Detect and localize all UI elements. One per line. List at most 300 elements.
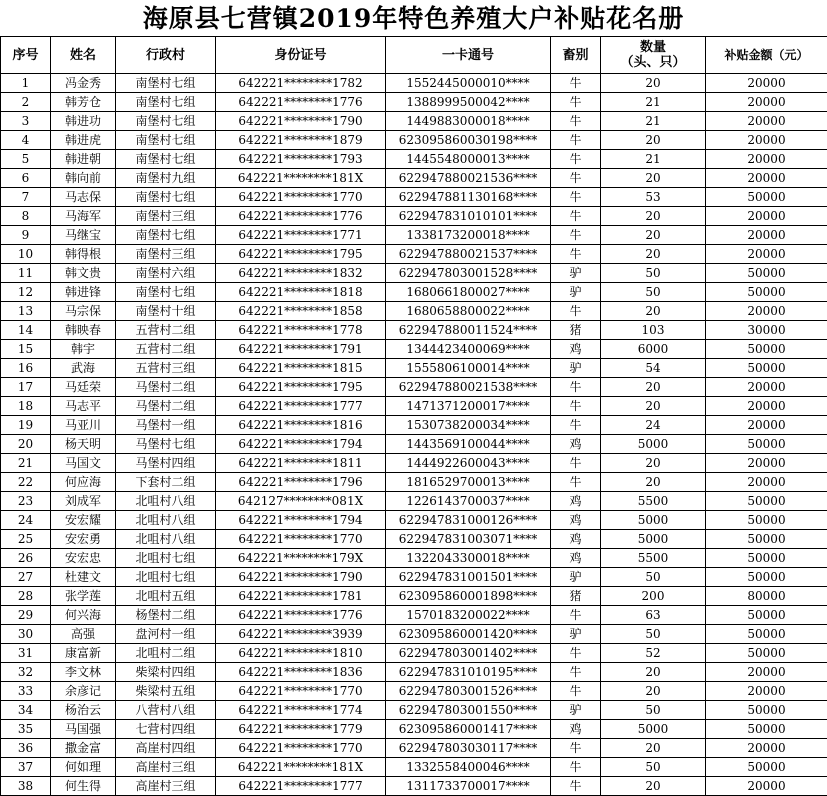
cell-card-number: 623095860001417**** <box>386 720 551 739</box>
cell-name: 韩向前 <box>51 169 116 188</box>
cell-name: 刘成军 <box>51 492 116 511</box>
cell-subsidy-amount: 20000 <box>706 169 827 188</box>
cell-name: 韩进功 <box>51 112 116 131</box>
cell-seq: 24 <box>1 511 51 530</box>
cell-animal-type: 驴 <box>551 625 601 644</box>
cell-village: 南堡村七组 <box>116 74 216 93</box>
cell-id-number: 642221********1795 <box>216 378 386 397</box>
cell-quantity: 20 <box>601 663 706 682</box>
table-row <box>1 682 827 701</box>
cell-name: 武海 <box>51 359 116 378</box>
cell-id-number: 642221********181X <box>216 758 386 777</box>
cell-village: 北咀村五组 <box>116 587 216 606</box>
cell-id-number: 642221********1796 <box>216 473 386 492</box>
cell-subsidy-amount: 20000 <box>706 454 827 473</box>
cell-animal-type: 牛 <box>551 378 601 397</box>
cell-animal-type: 驴 <box>551 568 601 587</box>
cell-card-number: 1226143700037**** <box>386 492 551 511</box>
cell-animal-type: 牛 <box>551 663 601 682</box>
table-row <box>1 435 827 454</box>
table-row <box>1 758 827 777</box>
cell-card-number: 1443569100044**** <box>386 435 551 454</box>
cell-card-number: 1338173200018**** <box>386 226 551 245</box>
cell-name: 马志保 <box>51 188 116 207</box>
table-row <box>1 207 827 226</box>
cell-seq: 16 <box>1 359 51 378</box>
table-row <box>1 606 827 625</box>
cell-id-number: 642221********1832 <box>216 264 386 283</box>
header-id-number: 身份证号 <box>216 37 386 74</box>
cell-name: 马宗保 <box>51 302 116 321</box>
cell-id-number: 642221********1793 <box>216 150 386 169</box>
cell-quantity: 5500 <box>601 492 706 511</box>
cell-animal-type: 牛 <box>551 454 601 473</box>
cell-name: 张学莲 <box>51 587 116 606</box>
cell-name: 马廷荣 <box>51 378 116 397</box>
cell-quantity: 5000 <box>601 530 706 549</box>
cell-village: 五营村二组 <box>116 321 216 340</box>
cell-quantity: 20 <box>601 245 706 264</box>
cell-subsidy-amount: 50000 <box>706 511 827 530</box>
cell-card-number: 623095860001420**** <box>386 625 551 644</box>
table-row <box>1 321 827 340</box>
header-seq: 序号 <box>1 37 51 74</box>
cell-card-number: 622947880021538**** <box>386 378 551 397</box>
cell-subsidy-amount: 50000 <box>706 530 827 549</box>
cell-quantity: 50 <box>601 264 706 283</box>
cell-quantity: 20 <box>601 131 706 150</box>
cell-name: 何如理 <box>51 758 116 777</box>
cell-id-number: 642221********1818 <box>216 283 386 302</box>
cell-name: 马国文 <box>51 454 116 473</box>
cell-animal-type: 鸡 <box>551 720 601 739</box>
cell-card-number: 622947831001501**** <box>386 568 551 587</box>
cell-subsidy-amount: 50000 <box>706 492 827 511</box>
cell-village: 马堡村二组 <box>116 397 216 416</box>
cell-card-number: 1680658800022**** <box>386 302 551 321</box>
header-subsidy-amount: 补贴金额（元） <box>706 37 827 74</box>
cell-card-number: 622947881130168**** <box>386 188 551 207</box>
table-body <box>1 74 827 796</box>
cell-animal-type: 牛 <box>551 150 601 169</box>
cell-subsidy-amount: 50000 <box>706 568 827 587</box>
table-row <box>1 245 827 264</box>
cell-card-number: 1344423400069**** <box>386 340 551 359</box>
table-row <box>1 150 827 169</box>
cell-animal-type: 猪 <box>551 587 601 606</box>
cell-id-number: 642221********1782 <box>216 74 386 93</box>
cell-id-number: 642221********1790 <box>216 112 386 131</box>
cell-quantity: 50 <box>601 758 706 777</box>
cell-id-number: 642221********181X <box>216 169 386 188</box>
cell-card-number: 622947831000126**** <box>386 511 551 530</box>
table-row <box>1 511 827 530</box>
cell-card-number: 1680661800027**** <box>386 283 551 302</box>
cell-village: 北咀村八组 <box>116 511 216 530</box>
cell-subsidy-amount: 20000 <box>706 682 827 701</box>
cell-subsidy-amount: 20000 <box>706 245 827 264</box>
header-quantity-line1: 数量 <box>601 40 705 55</box>
cell-card-number: 622947803030117**** <box>386 739 551 758</box>
cell-card-number: 622947831010101**** <box>386 207 551 226</box>
cell-seq: 36 <box>1 739 51 758</box>
cell-seq: 11 <box>1 264 51 283</box>
cell-village: 北咀村七组 <box>116 568 216 587</box>
table-row <box>1 188 827 207</box>
cell-subsidy-amount: 80000 <box>706 587 827 606</box>
cell-seq: 17 <box>1 378 51 397</box>
table-row <box>1 587 827 606</box>
cell-subsidy-amount: 50000 <box>706 720 827 739</box>
cell-village: 八营村八组 <box>116 701 216 720</box>
cell-village: 南堡村三组 <box>116 207 216 226</box>
cell-animal-type: 牛 <box>551 131 601 150</box>
cell-card-number: 1471371200017**** <box>386 397 551 416</box>
table-row <box>1 549 827 568</box>
table-row <box>1 530 827 549</box>
cell-id-number: 642221********1794 <box>216 511 386 530</box>
cell-name: 韩文贵 <box>51 264 116 283</box>
cell-id-number: 642221********1815 <box>216 359 386 378</box>
cell-subsidy-amount: 20000 <box>706 93 827 112</box>
cell-seq: 7 <box>1 188 51 207</box>
cell-id-number: 642221********1770 <box>216 530 386 549</box>
cell-quantity: 5500 <box>601 549 706 568</box>
cell-subsidy-amount: 20000 <box>706 473 827 492</box>
table-row <box>1 644 827 663</box>
table-row <box>1 340 827 359</box>
cell-seq: 6 <box>1 169 51 188</box>
cell-village: 柴梁村五组 <box>116 682 216 701</box>
cell-animal-type: 牛 <box>551 207 601 226</box>
cell-animal-type: 驴 <box>551 701 601 720</box>
cell-card-number: 1449883000018**** <box>386 112 551 131</box>
table-row <box>1 226 827 245</box>
cell-name: 韩宇 <box>51 340 116 359</box>
cell-animal-type: 牛 <box>551 473 601 492</box>
cell-quantity: 63 <box>601 606 706 625</box>
table-row <box>1 378 827 397</box>
cell-name: 余彦记 <box>51 682 116 701</box>
cell-quantity: 50 <box>601 625 706 644</box>
cell-quantity: 20 <box>601 397 706 416</box>
cell-name: 马海军 <box>51 207 116 226</box>
cell-village: 高崖村三组 <box>116 777 216 796</box>
cell-card-number: 622947831010195**** <box>386 663 551 682</box>
cell-card-number: 622947803001528**** <box>386 264 551 283</box>
cell-seq: 4 <box>1 131 51 150</box>
table-row <box>1 169 827 188</box>
cell-animal-type: 猪 <box>551 321 601 340</box>
cell-name: 韩得根 <box>51 245 116 264</box>
cell-name: 韩进虎 <box>51 131 116 150</box>
cell-name: 撒金富 <box>51 739 116 758</box>
cell-name: 何生得 <box>51 777 116 796</box>
table-row <box>1 663 827 682</box>
cell-quantity: 50 <box>601 701 706 720</box>
cell-id-number: 642221********1774 <box>216 701 386 720</box>
cell-id-number: 642221********1770 <box>216 188 386 207</box>
cell-name: 冯金秀 <box>51 74 116 93</box>
cell-seq: 12 <box>1 283 51 302</box>
cell-quantity: 6000 <box>601 340 706 359</box>
cell-id-number: 642221********1791 <box>216 340 386 359</box>
cell-animal-type: 驴 <box>551 264 601 283</box>
cell-subsidy-amount: 20000 <box>706 397 827 416</box>
cell-id-number: 642221********1879 <box>216 131 386 150</box>
cell-seq: 8 <box>1 207 51 226</box>
cell-quantity: 50 <box>601 568 706 587</box>
cell-village: 南堡村七组 <box>116 150 216 169</box>
table-row <box>1 302 827 321</box>
cell-subsidy-amount: 50000 <box>706 188 827 207</box>
cell-animal-type: 牛 <box>551 682 601 701</box>
cell-id-number: 642221********1790 <box>216 568 386 587</box>
cell-seq: 13 <box>1 302 51 321</box>
cell-id-number: 642221********1781 <box>216 587 386 606</box>
cell-animal-type: 牛 <box>551 777 601 796</box>
cell-seq: 31 <box>1 644 51 663</box>
subsidy-table <box>0 36 827 796</box>
table-row <box>1 74 827 93</box>
cell-card-number: 622947880021536**** <box>386 169 551 188</box>
cell-id-number: 642221********1779 <box>216 720 386 739</box>
cell-id-number: 642221********3939 <box>216 625 386 644</box>
cell-quantity: 20 <box>601 169 706 188</box>
cell-seq: 32 <box>1 663 51 682</box>
cell-animal-type: 牛 <box>551 758 601 777</box>
cell-subsidy-amount: 50000 <box>706 606 827 625</box>
cell-village: 五营村二组 <box>116 340 216 359</box>
table-row <box>1 568 827 587</box>
cell-animal-type: 鸡 <box>551 530 601 549</box>
cell-name: 杨治云 <box>51 701 116 720</box>
cell-card-number: 1530738200034**** <box>386 416 551 435</box>
table-row <box>1 416 827 435</box>
cell-quantity: 52 <box>601 644 706 663</box>
cell-seq: 25 <box>1 530 51 549</box>
header-animal-type: 畜别 <box>551 37 601 74</box>
cell-card-number: 622947803001526**** <box>386 682 551 701</box>
cell-subsidy-amount: 20000 <box>706 416 827 435</box>
cell-quantity: 21 <box>601 150 706 169</box>
cell-village: 南堡村九组 <box>116 169 216 188</box>
cell-seq: 20 <box>1 435 51 454</box>
cell-name: 杨天明 <box>51 435 116 454</box>
cell-quantity: 20 <box>601 207 706 226</box>
cell-subsidy-amount: 50000 <box>706 359 827 378</box>
header-village: 行政村 <box>116 37 216 74</box>
cell-animal-type: 牛 <box>551 112 601 131</box>
cell-village: 七营村四组 <box>116 720 216 739</box>
cell-animal-type: 牛 <box>551 245 601 264</box>
table-header-row <box>1 37 827 74</box>
cell-subsidy-amount: 20000 <box>706 131 827 150</box>
cell-subsidy-amount: 20000 <box>706 663 827 682</box>
cell-subsidy-amount: 50000 <box>706 549 827 568</box>
cell-id-number: 642221********1771 <box>216 226 386 245</box>
table-row <box>1 701 827 720</box>
cell-id-number: 642221********1795 <box>216 245 386 264</box>
cell-card-number: 623095860030198**** <box>386 131 551 150</box>
cell-card-number: 622947880021537**** <box>386 245 551 264</box>
cell-village: 南堡村七组 <box>116 188 216 207</box>
cell-quantity: 5000 <box>601 435 706 454</box>
cell-id-number: 642221********1816 <box>216 416 386 435</box>
cell-id-number: 642221********1794 <box>216 435 386 454</box>
cell-id-number: 642221********1836 <box>216 663 386 682</box>
cell-name: 韩进锋 <box>51 283 116 302</box>
cell-card-number: 622947880011524**** <box>386 321 551 340</box>
cell-quantity: 103 <box>601 321 706 340</box>
cell-quantity: 20 <box>601 454 706 473</box>
cell-village: 南堡村七组 <box>116 93 216 112</box>
cell-seq: 3 <box>1 112 51 131</box>
cell-seq: 21 <box>1 454 51 473</box>
cell-id-number: 642221********1776 <box>216 93 386 112</box>
cell-name: 马继宝 <box>51 226 116 245</box>
cell-village: 南堡村六组 <box>116 264 216 283</box>
cell-name: 何兴海 <box>51 606 116 625</box>
cell-village: 柴梁村四组 <box>116 663 216 682</box>
cell-quantity: 54 <box>601 359 706 378</box>
cell-seq: 9 <box>1 226 51 245</box>
cell-id-number: 642221********1776 <box>216 207 386 226</box>
header-card-number: 一卡通号 <box>386 37 551 74</box>
cell-animal-type: 鸡 <box>551 511 601 530</box>
cell-id-number: 642221********1810 <box>216 644 386 663</box>
table-row <box>1 283 827 302</box>
cell-village: 北咀村八组 <box>116 492 216 511</box>
cell-quantity: 20 <box>601 473 706 492</box>
header-quantity <box>601 37 706 74</box>
cell-seq: 34 <box>1 701 51 720</box>
cell-seq: 1 <box>1 74 51 93</box>
cell-village: 马堡村一组 <box>116 416 216 435</box>
table-row <box>1 720 827 739</box>
cell-subsidy-amount: 20000 <box>706 226 827 245</box>
cell-animal-type: 牛 <box>551 74 601 93</box>
cell-animal-type: 牛 <box>551 188 601 207</box>
table-row <box>1 625 827 644</box>
cell-name: 安宏忠 <box>51 549 116 568</box>
cell-village: 马堡村四组 <box>116 454 216 473</box>
cell-village: 马堡村七组 <box>116 435 216 454</box>
cell-seq: 15 <box>1 340 51 359</box>
cell-name: 韩芳仓 <box>51 93 116 112</box>
cell-animal-type: 牛 <box>551 302 601 321</box>
cell-subsidy-amount: 50000 <box>706 283 827 302</box>
cell-village: 南堡村七组 <box>116 283 216 302</box>
cell-animal-type: 鸡 <box>551 492 601 511</box>
cell-card-number: 622947803001402**** <box>386 644 551 663</box>
cell-quantity: 20 <box>601 739 706 758</box>
cell-subsidy-amount: 50000 <box>706 644 827 663</box>
cell-seq: 27 <box>1 568 51 587</box>
cell-subsidy-amount: 50000 <box>706 701 827 720</box>
cell-id-number: 642221********1858 <box>216 302 386 321</box>
cell-animal-type: 牛 <box>551 226 601 245</box>
cell-quantity: 20 <box>601 378 706 397</box>
cell-animal-type: 鸡 <box>551 549 601 568</box>
cell-subsidy-amount: 20000 <box>706 207 827 226</box>
cell-id-number: 642221********1778 <box>216 321 386 340</box>
cell-village: 南堡村七组 <box>116 131 216 150</box>
cell-name: 韩映春 <box>51 321 116 340</box>
cell-village: 北咀村二组 <box>116 644 216 663</box>
cell-name: 李文林 <box>51 663 116 682</box>
cell-name: 马志平 <box>51 397 116 416</box>
cell-subsidy-amount: 50000 <box>706 435 827 454</box>
cell-subsidy-amount: 20000 <box>706 74 827 93</box>
cell-animal-type: 驴 <box>551 283 601 302</box>
header-quantity-line2: （头、只） <box>601 55 705 70</box>
cell-card-number: 622947831003071**** <box>386 530 551 549</box>
cell-name: 韩进朝 <box>51 150 116 169</box>
cell-seq: 18 <box>1 397 51 416</box>
cell-village: 南堡村七组 <box>116 226 216 245</box>
cell-quantity: 50 <box>601 283 706 302</box>
header-name: 姓名 <box>51 37 116 74</box>
cell-seq: 5 <box>1 150 51 169</box>
cell-village: 北咀村七组 <box>116 549 216 568</box>
cell-quantity: 21 <box>601 112 706 131</box>
cell-village: 南堡村七组 <box>116 112 216 131</box>
cell-animal-type: 牛 <box>551 606 601 625</box>
table-row <box>1 454 827 473</box>
cell-subsidy-amount: 50000 <box>706 625 827 644</box>
cell-card-number: 1332558400046**** <box>386 758 551 777</box>
cell-village: 北咀村八组 <box>116 530 216 549</box>
cell-animal-type: 牛 <box>551 93 601 112</box>
cell-name: 高强 <box>51 625 116 644</box>
cell-card-number: 1444922600043**** <box>386 454 551 473</box>
cell-subsidy-amount: 20000 <box>706 378 827 397</box>
cell-seq: 14 <box>1 321 51 340</box>
cell-id-number: 642221********1811 <box>216 454 386 473</box>
cell-subsidy-amount: 50000 <box>706 264 827 283</box>
cell-seq: 28 <box>1 587 51 606</box>
cell-quantity: 5000 <box>601 720 706 739</box>
cell-card-number: 1388999500042**** <box>386 93 551 112</box>
cell-animal-type: 驴 <box>551 359 601 378</box>
cell-quantity: 200 <box>601 587 706 606</box>
cell-name: 安宏勇 <box>51 530 116 549</box>
cell-subsidy-amount: 20000 <box>706 112 827 131</box>
cell-subsidy-amount: 20000 <box>706 150 827 169</box>
table-row <box>1 131 827 150</box>
cell-seq: 10 <box>1 245 51 264</box>
cell-village: 杨堡村二组 <box>116 606 216 625</box>
cell-name: 马亚川 <box>51 416 116 435</box>
table-row <box>1 492 827 511</box>
cell-quantity: 5000 <box>601 511 706 530</box>
cell-quantity: 20 <box>601 302 706 321</box>
document-title: 海原县七营镇2019年特色养殖大户补贴花名册 <box>0 0 827 36</box>
cell-id-number: 642221********1776 <box>216 606 386 625</box>
cell-id-number: 642221********1777 <box>216 397 386 416</box>
cell-animal-type: 牛 <box>551 397 601 416</box>
cell-quantity: 24 <box>601 416 706 435</box>
cell-id-number: 642221********179X <box>216 549 386 568</box>
table-row <box>1 112 827 131</box>
cell-card-number: 1552445000010**** <box>386 74 551 93</box>
cell-subsidy-amount: 50000 <box>706 758 827 777</box>
cell-subsidy-amount: 50000 <box>706 340 827 359</box>
cell-animal-type: 牛 <box>551 416 601 435</box>
cell-id-number: 642221********1777 <box>216 777 386 796</box>
cell-id-number: 642127********081X <box>216 492 386 511</box>
